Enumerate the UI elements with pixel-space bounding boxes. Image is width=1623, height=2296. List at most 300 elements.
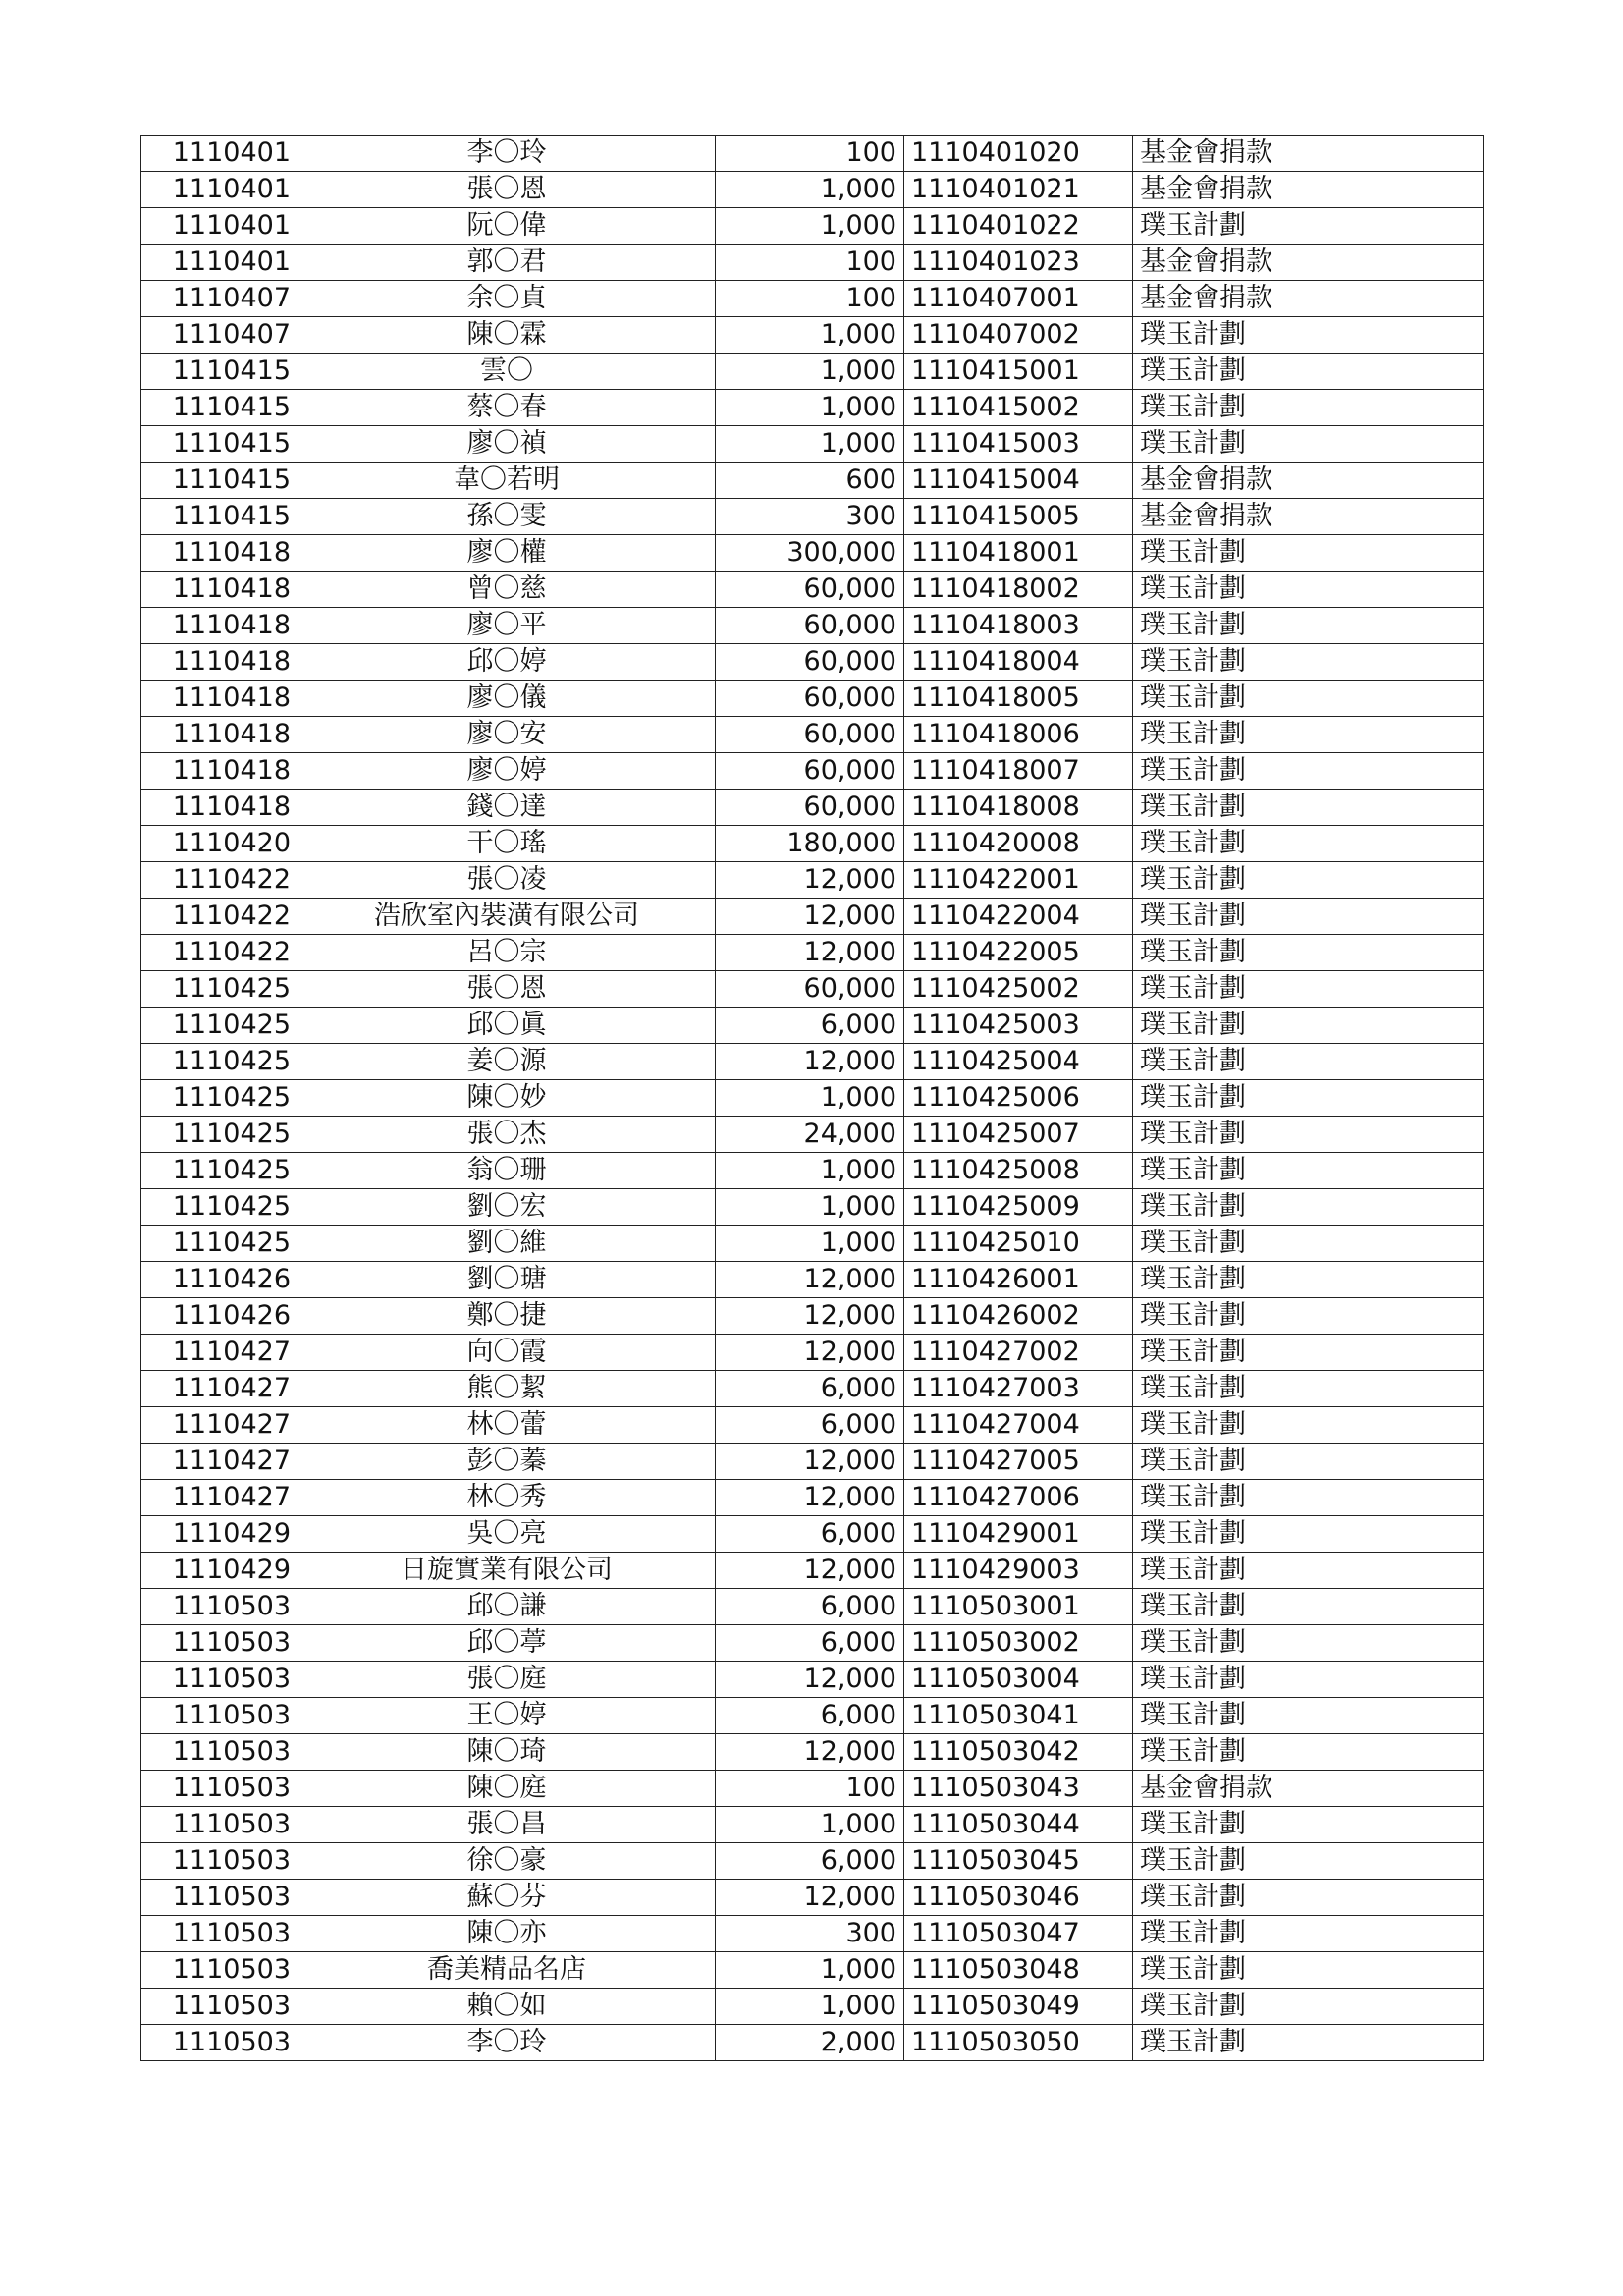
receipt-number-cell: 1110425004 [904, 1044, 1133, 1080]
donor-name-cell: 翁〇珊 [298, 1153, 716, 1189]
category-cell: 璞玉計劃 [1133, 208, 1484, 245]
amount-cell: 60,000 [716, 644, 904, 681]
category-cell: 璞玉計劃 [1133, 862, 1484, 899]
amount-cell: 12,000 [716, 935, 904, 971]
donation-table [140, 135, 1484, 2061]
amount-cell: 12,000 [716, 1044, 904, 1080]
date-cell: 1110425 [141, 1153, 298, 1189]
receipt-number-cell: 1110425009 [904, 1189, 1133, 1226]
category-cell: 璞玉計劃 [1133, 572, 1484, 608]
table-row [141, 1480, 1484, 1516]
amount-cell: 1,000 [716, 1952, 904, 1989]
category-cell: 璞玉計劃 [1133, 1553, 1484, 1589]
donor-name-cell: 浩欣室內裝潢有限公司 [298, 899, 716, 935]
amount-cell: 12,000 [716, 1480, 904, 1516]
table-row [141, 1262, 1484, 1298]
donor-name-cell: 張〇恩 [298, 172, 716, 208]
table-row [141, 1516, 1484, 1553]
category-cell: 璞玉計劃 [1133, 1407, 1484, 1444]
table-row [141, 426, 1484, 463]
amount-cell: 6,000 [716, 1589, 904, 1625]
receipt-number-cell: 1110418003 [904, 608, 1133, 644]
date-cell: 1110418 [141, 790, 298, 826]
donor-name-cell: 李〇玲 [298, 2025, 716, 2061]
receipt-number-cell: 1110425007 [904, 1117, 1133, 1153]
date-cell: 1110429 [141, 1553, 298, 1589]
donor-name-cell: 陳〇妙 [298, 1080, 716, 1117]
category-cell: 璞玉計劃 [1133, 1989, 1484, 2025]
table-row [141, 1189, 1484, 1226]
amount-cell: 12,000 [716, 862, 904, 899]
amount-cell: 100 [716, 245, 904, 281]
receipt-number-cell: 1110503043 [904, 1771, 1133, 1807]
date-cell: 1110503 [141, 1589, 298, 1625]
receipt-number-cell: 1110407002 [904, 317, 1133, 354]
date-cell: 1110425 [141, 1189, 298, 1226]
date-cell: 1110415 [141, 499, 298, 535]
category-cell: 璞玉計劃 [1133, 971, 1484, 1008]
table-row [141, 899, 1484, 935]
amount-cell: 300 [716, 1916, 904, 1952]
donor-name-cell: 張〇凌 [298, 862, 716, 899]
donor-name-cell: 邱〇眞 [298, 1008, 716, 1044]
category-cell: 璞玉計劃 [1133, 753, 1484, 790]
receipt-number-cell: 1110427004 [904, 1407, 1133, 1444]
date-cell: 1110425 [141, 971, 298, 1008]
category-cell: 基金會捐款 [1133, 499, 1484, 535]
date-cell: 1110407 [141, 317, 298, 354]
amount-cell: 1,000 [716, 1989, 904, 2025]
date-cell: 1110418 [141, 608, 298, 644]
receipt-number-cell: 1110425008 [904, 1153, 1133, 1189]
category-cell: 璞玉計劃 [1133, 1298, 1484, 1335]
date-cell: 1110503 [141, 2025, 298, 2061]
amount-cell: 60,000 [716, 717, 904, 753]
donor-name-cell: 廖〇禎 [298, 426, 716, 463]
date-cell: 1110422 [141, 899, 298, 935]
receipt-number-cell: 1110503002 [904, 1625, 1133, 1662]
date-cell: 1110401 [141, 172, 298, 208]
amount-cell: 6,000 [716, 1625, 904, 1662]
receipt-number-cell: 1110429001 [904, 1516, 1133, 1553]
receipt-number-cell: 1110503042 [904, 1734, 1133, 1771]
date-cell: 1110401 [141, 136, 298, 172]
receipt-number-cell: 1110427006 [904, 1480, 1133, 1516]
table-row [141, 572, 1484, 608]
category-cell: 璞玉計劃 [1133, 317, 1484, 354]
date-cell: 1110415 [141, 354, 298, 390]
donor-name-cell: 干〇瑤 [298, 826, 716, 862]
date-cell: 1110503 [141, 1662, 298, 1698]
donor-name-cell: 陳〇霖 [298, 317, 716, 354]
date-cell: 1110401 [141, 208, 298, 245]
table-row [141, 172, 1484, 208]
category-cell: 璞玉計劃 [1133, 1226, 1484, 1262]
category-cell: 璞玉計劃 [1133, 1080, 1484, 1117]
receipt-number-cell: 1110418006 [904, 717, 1133, 753]
category-cell: 璞玉計劃 [1133, 1008, 1484, 1044]
donor-name-cell: 廖〇平 [298, 608, 716, 644]
date-cell: 1110503 [141, 1843, 298, 1880]
receipt-number-cell: 1110503047 [904, 1916, 1133, 1952]
category-cell: 璞玉計劃 [1133, 1662, 1484, 1698]
amount-cell: 180,000 [716, 826, 904, 862]
amount-cell: 300 [716, 499, 904, 535]
date-cell: 1110420 [141, 826, 298, 862]
table-row [141, 862, 1484, 899]
receipt-number-cell: 1110415005 [904, 499, 1133, 535]
date-cell: 1110503 [141, 1807, 298, 1843]
receipt-number-cell: 1110418002 [904, 572, 1133, 608]
category-cell: 基金會捐款 [1133, 463, 1484, 499]
table-row [141, 753, 1484, 790]
receipt-number-cell: 1110503048 [904, 1952, 1133, 1989]
amount-cell: 1,000 [716, 1080, 904, 1117]
date-cell: 1110503 [141, 1771, 298, 1807]
receipt-number-cell: 1110503041 [904, 1698, 1133, 1734]
donor-name-cell: 蘇〇芬 [298, 1880, 716, 1916]
date-cell: 1110426 [141, 1262, 298, 1298]
amount-cell: 6,000 [716, 1516, 904, 1553]
amount-cell: 1,000 [716, 390, 904, 426]
receipt-number-cell: 1110426001 [904, 1262, 1133, 1298]
amount-cell: 6,000 [716, 1008, 904, 1044]
amount-cell: 12,000 [716, 1444, 904, 1480]
date-cell: 1110425 [141, 1080, 298, 1117]
amount-cell: 6,000 [716, 1698, 904, 1734]
date-cell: 1110415 [141, 463, 298, 499]
receipt-number-cell: 1110401022 [904, 208, 1133, 245]
table-row [141, 1444, 1484, 1480]
amount-cell: 1,000 [716, 1226, 904, 1262]
date-cell: 1110418 [141, 681, 298, 717]
table-row [141, 1226, 1484, 1262]
date-cell: 1110418 [141, 753, 298, 790]
donor-name-cell: 劉〇瑭 [298, 1262, 716, 1298]
date-cell: 1110425 [141, 1226, 298, 1262]
amount-cell: 6,000 [716, 1371, 904, 1407]
date-cell: 1110422 [141, 862, 298, 899]
donor-name-cell: 劉〇維 [298, 1226, 716, 1262]
donor-name-cell: 賴〇如 [298, 1989, 716, 2025]
donor-name-cell: 王〇婷 [298, 1698, 716, 1734]
donor-name-cell: 鄭〇捷 [298, 1298, 716, 1335]
date-cell: 1110418 [141, 717, 298, 753]
receipt-number-cell: 1110415003 [904, 426, 1133, 463]
table-row [141, 1553, 1484, 1589]
donor-name-cell: 廖〇婷 [298, 753, 716, 790]
receipt-number-cell: 1110418007 [904, 753, 1133, 790]
donor-name-cell: 邱〇婷 [298, 644, 716, 681]
table-row [141, 1080, 1484, 1117]
receipt-number-cell: 1110426002 [904, 1298, 1133, 1335]
table-row [141, 826, 1484, 862]
amount-cell: 2,000 [716, 2025, 904, 2061]
date-cell: 1110503 [141, 1952, 298, 1989]
category-cell: 基金會捐款 [1133, 281, 1484, 317]
donor-name-cell: 吳〇亮 [298, 1516, 716, 1553]
donor-name-cell: 徐〇豪 [298, 1843, 716, 1880]
amount-cell: 300,000 [716, 535, 904, 572]
donor-name-cell: 林〇蕾 [298, 1407, 716, 1444]
receipt-number-cell: 1110418008 [904, 790, 1133, 826]
category-cell: 璞玉計劃 [1133, 1371, 1484, 1407]
category-cell: 璞玉計劃 [1133, 1625, 1484, 1662]
donor-name-cell: 張〇杰 [298, 1117, 716, 1153]
category-cell: 璞玉計劃 [1133, 1734, 1484, 1771]
table-row [141, 354, 1484, 390]
amount-cell: 60,000 [716, 790, 904, 826]
amount-cell: 12,000 [716, 899, 904, 935]
receipt-number-cell: 1110401023 [904, 245, 1133, 281]
table-row [141, 1371, 1484, 1407]
category-cell: 璞玉計劃 [1133, 1698, 1484, 1734]
category-cell: 璞玉計劃 [1133, 1916, 1484, 1952]
amount-cell: 6,000 [716, 1843, 904, 1880]
table-row [141, 1662, 1484, 1698]
amount-cell: 1,000 [716, 1807, 904, 1843]
date-cell: 1110425 [141, 1008, 298, 1044]
receipt-number-cell: 1110420008 [904, 826, 1133, 862]
donor-name-cell: 邱〇謙 [298, 1589, 716, 1625]
table-row [141, 644, 1484, 681]
table-row [141, 935, 1484, 971]
amount-cell: 60,000 [716, 572, 904, 608]
category-cell: 璞玉計劃 [1133, 681, 1484, 717]
table-row [141, 1807, 1484, 1843]
category-cell: 璞玉計劃 [1133, 1880, 1484, 1916]
table-row [141, 136, 1484, 172]
date-cell: 1110503 [141, 1880, 298, 1916]
table-row [141, 681, 1484, 717]
donor-name-cell: 向〇霞 [298, 1335, 716, 1371]
table-row [141, 1916, 1484, 1952]
date-cell: 1110503 [141, 1916, 298, 1952]
receipt-number-cell: 1110418004 [904, 644, 1133, 681]
receipt-number-cell: 1110418001 [904, 535, 1133, 572]
donor-name-cell: 陳〇庭 [298, 1771, 716, 1807]
category-cell: 璞玉計劃 [1133, 426, 1484, 463]
category-cell: 璞玉計劃 [1133, 899, 1484, 935]
receipt-number-cell: 1110407001 [904, 281, 1133, 317]
table-row [141, 245, 1484, 281]
date-cell: 1110503 [141, 1698, 298, 1734]
category-cell: 璞玉計劃 [1133, 935, 1484, 971]
donor-name-cell: 阮〇偉 [298, 208, 716, 245]
receipt-number-cell: 1110401020 [904, 136, 1133, 172]
amount-cell: 6,000 [716, 1407, 904, 1444]
category-cell: 璞玉計劃 [1133, 608, 1484, 644]
donor-name-cell: 日旋實業有限公司 [298, 1553, 716, 1589]
category-cell: 璞玉計劃 [1133, 1117, 1484, 1153]
category-cell: 基金會捐款 [1133, 136, 1484, 172]
category-cell: 璞玉計劃 [1133, 390, 1484, 426]
date-cell: 1110401 [141, 245, 298, 281]
amount-cell: 12,000 [716, 1262, 904, 1298]
donation-table-body [141, 136, 1484, 2061]
table-row [141, 1298, 1484, 1335]
receipt-number-cell: 1110418005 [904, 681, 1133, 717]
donor-name-cell: 彭〇蓁 [298, 1444, 716, 1480]
donor-name-cell: 李〇玲 [298, 136, 716, 172]
category-cell: 璞玉計劃 [1133, 826, 1484, 862]
amount-cell: 1,000 [716, 1189, 904, 1226]
receipt-number-cell: 1110425002 [904, 971, 1133, 1008]
category-cell: 璞玉計劃 [1133, 1153, 1484, 1189]
table-row [141, 535, 1484, 572]
amount-cell: 60,000 [716, 608, 904, 644]
amount-cell: 1,000 [716, 172, 904, 208]
category-cell: 璞玉計劃 [1133, 1807, 1484, 1843]
donor-name-cell: 張〇昌 [298, 1807, 716, 1843]
category-cell: 基金會捐款 [1133, 245, 1484, 281]
table-row [141, 208, 1484, 245]
donor-name-cell: 姜〇源 [298, 1044, 716, 1080]
donor-name-cell: 蔡〇春 [298, 390, 716, 426]
category-cell: 璞玉計劃 [1133, 1516, 1484, 1553]
donor-name-cell: 邱〇葶 [298, 1625, 716, 1662]
table-row [141, 2025, 1484, 2061]
receipt-number-cell: 1110503001 [904, 1589, 1133, 1625]
category-cell: 璞玉計劃 [1133, 1952, 1484, 1989]
category-cell: 璞玉計劃 [1133, 717, 1484, 753]
date-cell: 1110426 [141, 1298, 298, 1335]
donor-name-cell: 廖〇安 [298, 717, 716, 753]
date-cell: 1110422 [141, 935, 298, 971]
date-cell: 1110415 [141, 390, 298, 426]
donor-name-cell: 孫〇雯 [298, 499, 716, 535]
amount-cell: 12,000 [716, 1734, 904, 1771]
donor-name-cell: 曾〇慈 [298, 572, 716, 608]
table-row [141, 971, 1484, 1008]
amount-cell: 12,000 [716, 1298, 904, 1335]
date-cell: 1110503 [141, 1989, 298, 2025]
category-cell: 璞玉計劃 [1133, 644, 1484, 681]
table-row [141, 1843, 1484, 1880]
category-cell: 璞玉計劃 [1133, 790, 1484, 826]
amount-cell: 24,000 [716, 1117, 904, 1153]
date-cell: 1110427 [141, 1407, 298, 1444]
donor-name-cell: 張〇恩 [298, 971, 716, 1008]
receipt-number-cell: 1110415004 [904, 463, 1133, 499]
table-row [141, 1335, 1484, 1371]
table-row [141, 499, 1484, 535]
amount-cell: 60,000 [716, 681, 904, 717]
receipt-number-cell: 1110429003 [904, 1553, 1133, 1589]
donor-name-cell: 廖〇權 [298, 535, 716, 572]
table-row [141, 1698, 1484, 1734]
receipt-number-cell: 1110503046 [904, 1880, 1133, 1916]
amount-cell: 600 [716, 463, 904, 499]
amount-cell: 1,000 [716, 317, 904, 354]
donor-name-cell: 郭〇君 [298, 245, 716, 281]
date-cell: 1110425 [141, 1117, 298, 1153]
table-row [141, 1008, 1484, 1044]
receipt-number-cell: 1110401021 [904, 172, 1133, 208]
table-row [141, 1153, 1484, 1189]
date-cell: 1110415 [141, 426, 298, 463]
amount-cell: 12,000 [716, 1335, 904, 1371]
category-cell: 璞玉計劃 [1133, 1189, 1484, 1226]
date-cell: 1110427 [141, 1335, 298, 1371]
category-cell: 璞玉計劃 [1133, 1480, 1484, 1516]
amount-cell: 1,000 [716, 354, 904, 390]
receipt-number-cell: 1110503044 [904, 1807, 1133, 1843]
category-cell: 璞玉計劃 [1133, 535, 1484, 572]
date-cell: 1110427 [141, 1480, 298, 1516]
receipt-number-cell: 1110422004 [904, 899, 1133, 935]
date-cell: 1110503 [141, 1734, 298, 1771]
table-row [141, 281, 1484, 317]
category-cell: 璞玉計劃 [1133, 1843, 1484, 1880]
category-cell: 璞玉計劃 [1133, 1335, 1484, 1371]
date-cell: 1110503 [141, 1625, 298, 1662]
donor-name-cell: 熊〇絜 [298, 1371, 716, 1407]
amount-cell: 12,000 [716, 1662, 904, 1698]
category-cell: 璞玉計劃 [1133, 2025, 1484, 2061]
receipt-number-cell: 1110427005 [904, 1444, 1133, 1480]
donor-name-cell: 陳〇亦 [298, 1916, 716, 1952]
receipt-number-cell: 1110425006 [904, 1080, 1133, 1117]
category-cell: 基金會捐款 [1133, 1771, 1484, 1807]
table-row [141, 1589, 1484, 1625]
receipt-number-cell: 1110425010 [904, 1226, 1133, 1262]
category-cell: 璞玉計劃 [1133, 354, 1484, 390]
receipt-number-cell: 1110427002 [904, 1335, 1133, 1371]
table-row [141, 790, 1484, 826]
receipt-number-cell: 1110415001 [904, 354, 1133, 390]
table-row [141, 463, 1484, 499]
amount-cell: 100 [716, 136, 904, 172]
table-row [141, 608, 1484, 644]
donor-name-cell: 余〇貞 [298, 281, 716, 317]
date-cell: 1110418 [141, 535, 298, 572]
table-row [141, 390, 1484, 426]
receipt-number-cell: 1110415002 [904, 390, 1133, 426]
date-cell: 1110425 [141, 1044, 298, 1080]
receipt-number-cell: 1110503045 [904, 1843, 1133, 1880]
date-cell: 1110418 [141, 644, 298, 681]
donor-name-cell: 錢〇達 [298, 790, 716, 826]
table-row [141, 1625, 1484, 1662]
table-row [141, 1044, 1484, 1080]
donor-name-cell: 廖〇儀 [298, 681, 716, 717]
date-cell: 1110418 [141, 572, 298, 608]
receipt-number-cell: 1110425003 [904, 1008, 1133, 1044]
receipt-number-cell: 1110427003 [904, 1371, 1133, 1407]
date-cell: 1110427 [141, 1371, 298, 1407]
category-cell: 璞玉計劃 [1133, 1589, 1484, 1625]
amount-cell: 60,000 [716, 753, 904, 790]
donor-name-cell: 陳〇琦 [298, 1734, 716, 1771]
receipt-number-cell: 1110422001 [904, 862, 1133, 899]
table-row [141, 1407, 1484, 1444]
donor-name-cell: 喬美精品名店 [298, 1952, 716, 1989]
amount-cell: 100 [716, 1771, 904, 1807]
amount-cell: 1,000 [716, 208, 904, 245]
donor-name-cell: 呂〇宗 [298, 935, 716, 971]
amount-cell: 1,000 [716, 426, 904, 463]
donor-name-cell: 雲〇 [298, 354, 716, 390]
amount-cell: 1,000 [716, 1153, 904, 1189]
table-row [141, 1771, 1484, 1807]
donor-name-cell: 韋〇若明 [298, 463, 716, 499]
amount-cell: 60,000 [716, 971, 904, 1008]
receipt-number-cell: 1110422005 [904, 935, 1133, 971]
table-row [141, 1989, 1484, 2025]
amount-cell: 12,000 [716, 1553, 904, 1589]
date-cell: 1110429 [141, 1516, 298, 1553]
